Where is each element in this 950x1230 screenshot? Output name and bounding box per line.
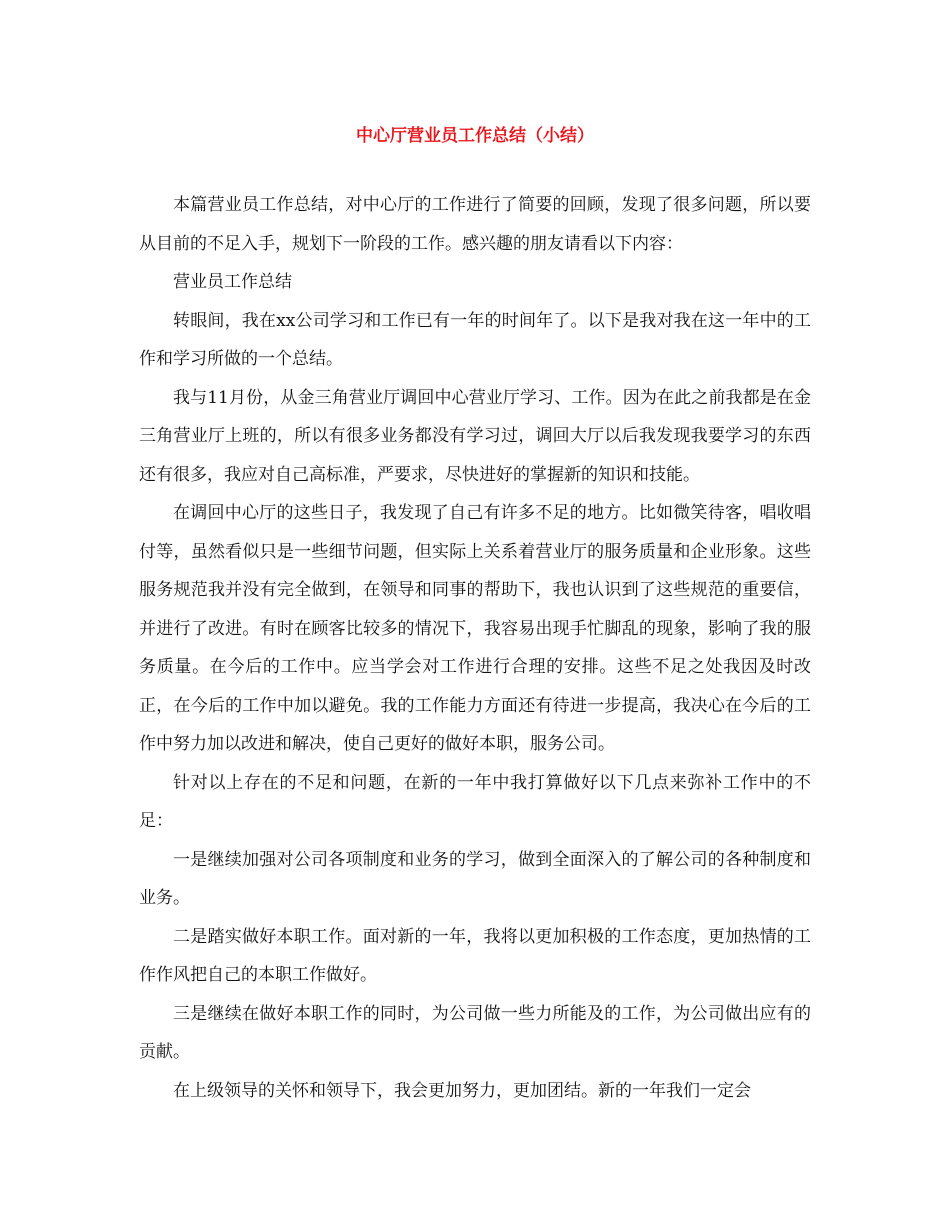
paragraph-opening: 转眼间，我在xx公司学习和工作已有一年的时间年了。以下是我对我在这一年中的工作和学习所做的一个总结。: [139, 310, 811, 369]
paragraph-shortcomings: 在调回中心厅的这些日子，我发现了自己有许多不足的地方。比如微笑待客，唱收唱付等，虽然看似只是一些细节问题，但实际上关系着营业厅的服务质量和企业形象。这些服务规范我并没有完全做到，在领导和同事的帮助下，我也认识到了这些规范的重要信，并进行了改进。有时在顾客比较多的情况下，我容易出现手忙脚乱的现象，影响了我的服务质量。在今后的工作中。应当学会对工作进行合理的安排。这些不足之处我因及时改正，在今后的工作中加以避免。我的工作能力方面还有待进一步提高，我决心在今后的工作中努力加以改进和解决，使自己更好的做好本职，服务公司。: [139, 503, 811, 754]
paragraph-plan-three: 三是继续在做好本职工作的同时，为公司做一些力所能及的工作，为公司做出应有的贡献。: [139, 1003, 811, 1062]
paragraph-intro: 本篇营业员工作总结，对中心厅的工作进行了简要的回顾，发现了很多问题，所以要从目前的不足入手，规划下一阶段的工作。感兴趣的朋友请看以下内容：: [139, 195, 811, 254]
paragraph-subheading: 营业员工作总结: [173, 272, 292, 292]
paragraph-plan-intro: 针对以上存在的不足和问题，在新的一年中我打算做好以下几点来弥补工作中的不足：: [139, 772, 811, 831]
paragraph-transfer: 我与11月份，从金三角营业厅调回中心营业厅学习、工作。因为在此之前我都是在金三角营业厅上班的，所以有很多业务都没有学习过，调回大厅以后我发现我要学习的东西还有很多，我应对自己高标准，严要求，尽快进好的掌握新的知识和技能。: [139, 387, 811, 485]
paragraph-plan-one: 一是继续加强对公司各项制度和业务的学习，做到全面深入的了解公司的各种制度和业务。: [139, 849, 811, 908]
page-title: 中心厅营业员工作总结（小结）: [356, 126, 594, 146]
document-body: [139, 186, 811, 1110]
paragraph-closing: 在上级领导的关怀和领导下，我会更加努力，更加团结。新的一年我们一定会: [173, 1080, 751, 1101]
paragraph-plan-two: 二是踏实做好本职工作。面对新的一年，我将以更加积极的工作态度，更加热情的工作作风把自己的本职工作做好。: [139, 926, 811, 985]
